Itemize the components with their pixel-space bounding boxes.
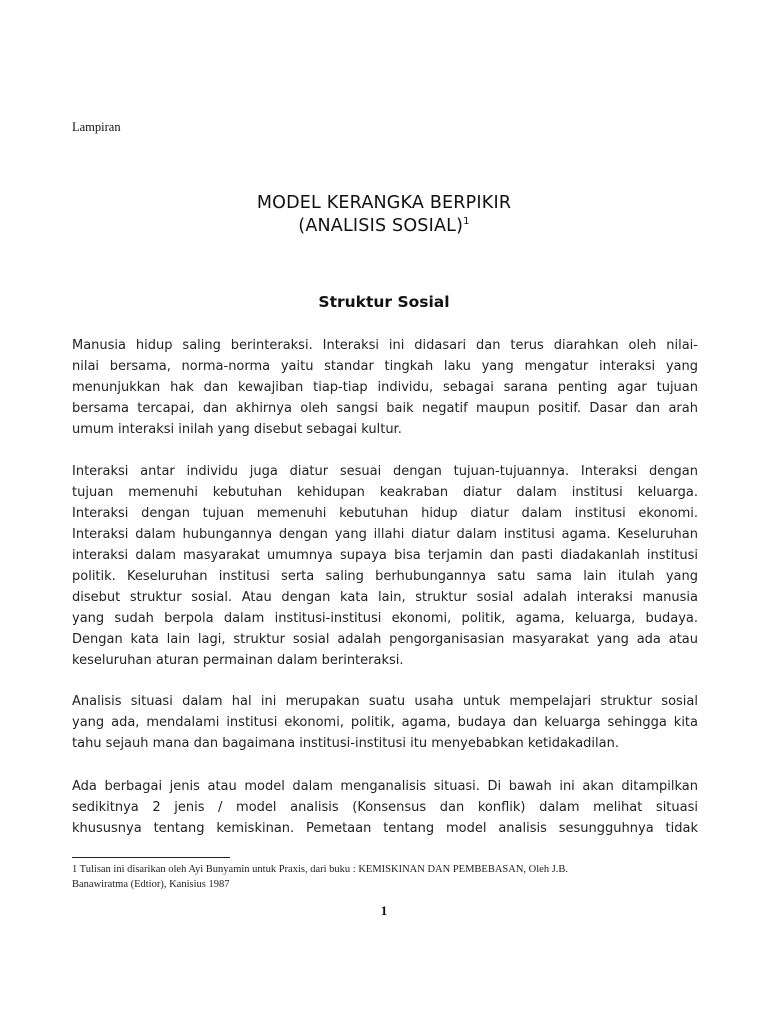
paragraph-line: keseluruhan aturan permainan dalam berinteraksi. (72, 653, 404, 668)
paragraph-4 (72, 776, 698, 839)
document-title-text: (ANALISIS SOSIAL) (298, 216, 464, 236)
paragraph-line: Interaksi dengan tujuan memenuhi kebutuhan hidup diatur dalam institusi ekonomi. (72, 506, 698, 521)
paragraph-line: Dengan kata lain lagi, struktur sosial adalah pengorganisasian masyarakat yang ada atau (72, 632, 698, 647)
paragraph-line: tahu sejauh mana dan bagaimana institusi-institusi itu menyebabkan ketidakadilan. (72, 736, 619, 751)
page-number: 1 (380, 903, 388, 918)
paragraph-line: interaksi dalam masyarakat umumnya supaya bisa terjamin dan pasti diadakanlah institusi (72, 548, 698, 563)
document-title-line1: MODEL KERANGKA BERPIKIR (256, 193, 512, 213)
footnote-line: Banawiratma (Edtior), Kanisius 1987 (72, 879, 230, 890)
paragraph-1 (72, 335, 698, 440)
paragraph-line: nilai bersama, norma-norma yaitu standar tingkah laku yang mengatur interaksi yang (72, 359, 698, 374)
document-title-line2 (0, 216, 768, 236)
paragraph-3 (72, 691, 698, 754)
paragraph-line: Interaksi dalam hubungannya dengan yang illahi diatur dalam institusi agama. Keseluruhan (72, 527, 698, 542)
footnote-line: 1 Tulisan ini disarikan oleh Ayi Bunyamin untuk Praxis, dari buku : KEMISKINAN DAN PEMBEBASAN, Oleh J.B. (72, 864, 569, 875)
paragraph-line: Manusia hidup saling berinteraksi. Interaksi ini didasari dan terus diarahkan oleh nilai- (72, 338, 698, 353)
footnote-reference: 1 (463, 216, 470, 228)
paragraph-line: menunjukkan hak dan kewajiban tiap-tiap individu, sebagai sarana penting agar tujuan (72, 380, 698, 395)
paragraph-line: yang sudah berpola dalam institusi-institusi ekonomi, politik, agama, keluarga, budaya. (72, 611, 698, 626)
section-heading: Struktur Sosial (318, 293, 450, 311)
document-label: Lampiran (72, 120, 121, 134)
paragraph-line: Ada berbagai jenis atau model dalam menganalisis situasi. Di bawah ini akan ditampilkan (72, 779, 698, 794)
footnote (72, 862, 692, 892)
paragraph-line: yang ada, mendalami institusi ekonomi, politik, agama, budaya dan keluarga sehingga kita (72, 715, 698, 730)
paragraph-2 (72, 461, 698, 671)
paragraph-line: umum interaksi inilah yang disebut sebagai kultur. (72, 422, 402, 437)
paragraph-line: sedikitnya 2 jenis / model analisis (Konsensus dan konflik) dalam melihat situasi (72, 800, 698, 815)
footnote-divider (72, 857, 230, 858)
paragraph-line: khususnya tentang kemiskinan. Pemetaan tentang model analisis sesungguhnya tidak (72, 821, 698, 836)
paragraph-line: Analisis situasi dalam hal ini merupakan suatu usaha untuk mempelajari struktur sosial (72, 694, 698, 709)
paragraph-line: bersama tercapai, dan akhirnya oleh sangsi baik negatif maupun positif. Dasar dan arah (72, 401, 698, 416)
paragraph-line: Interaksi antar individu juga diatur sesuai dengan tujuan-tujuannya. Interaksi dengan (72, 464, 698, 479)
paragraph-line: disebut struktur sosial. Atau dengan kata lain, struktur sosial adalah interaksi manusia (72, 590, 698, 605)
paragraph-line: politik. Keseluruhan institusi serta saling berhubungannya satu sama lain itulah yang (72, 569, 698, 584)
paragraph-line: tujuan memenuhi kebutuhan kehidupan keakraban diatur dalam institusi keluarga. (72, 485, 698, 500)
